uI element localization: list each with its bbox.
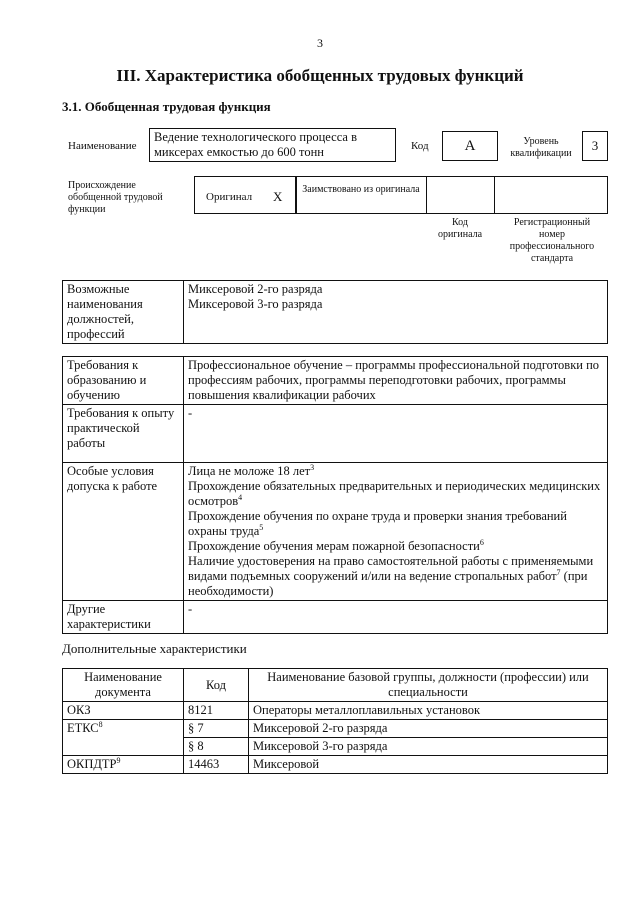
- experience-label: Требования к опыту практической работы: [63, 405, 184, 463]
- education-value: Профессиональное обучение – программы профессиональной подготовки по профессиям рабочих, программы переподготовки рабочих, программы повышения квалификации рабочих: [184, 357, 608, 405]
- reg-caption: Регистрационный номер профессионального стандарта: [509, 217, 595, 264]
- positions-label: Возможные наименования должностей, профессий: [63, 281, 184, 344]
- special-list: [184, 463, 608, 601]
- additional-title: Дополнительные характеристики: [62, 641, 247, 656]
- code-value: А: [442, 131, 498, 161]
- table-row: ОКПДТР$^9$ 14463 Миксеровой: [63, 756, 608, 774]
- other-value: -: [184, 601, 608, 634]
- level-label: Уровень квалификации: [510, 136, 572, 159]
- reg-box: [494, 176, 608, 214]
- col-name-header: Наименование базовой группы, должности (профессии) или специальности: [249, 669, 608, 702]
- original-label: Оригинал: [206, 191, 253, 203]
- subsection-title: 3.1. Обобщенная трудовая функция: [62, 99, 271, 114]
- table-row: § 8 Миксеровой 3-го разряда: [63, 738, 608, 756]
- education-label: Требования к образованию и обучению: [63, 357, 184, 405]
- positions-table: [62, 280, 608, 344]
- level-value: 3: [582, 131, 608, 161]
- table-row: ЕТКС$^8$ § 7 Миксеровой 2-го разряда: [63, 720, 608, 738]
- origin-label: Происхождение обобщенной трудовой функции: [68, 180, 163, 215]
- position-item: Миксеровой 3-го разряда: [188, 297, 323, 311]
- special-item: Прохождение обучения мерам пожарной безопасности$^6$: [188, 537, 484, 553]
- col-doc-header: Наименование документа: [63, 669, 184, 702]
- name-label: Наименование: [68, 140, 137, 152]
- table-row: ОКЗ 8121 Операторы металлоплавильных установок: [63, 702, 608, 720]
- additional-table: [62, 668, 608, 774]
- special-item: Лица не моложе 18 лет$^3$: [188, 462, 315, 478]
- original-mark: X: [273, 189, 283, 204]
- name-value: Ведение технологического процесса в миксерах емкостью до 600 тонн: [149, 128, 396, 162]
- page-number: 3: [317, 36, 323, 50]
- borrowed-label: Заимствовано из оригинала: [302, 184, 420, 195]
- code-label: Код: [411, 140, 429, 152]
- other-label: Другие характеристики: [63, 601, 184, 634]
- section-title: III. Характеристика обобщенных трудовых функций: [116, 66, 524, 85]
- special-item: Наличие удостоверения на право самостоятельной работы с применяемыми видами подъемных сооружений и/или на ведение стропальных работ$^7$ (при необходимости): [188, 554, 594, 598]
- requirements-table: [62, 356, 608, 634]
- experience-value: -: [184, 405, 608, 463]
- code-orig-caption: Код оригинала: [437, 217, 483, 240]
- col-code-header: Код: [184, 669, 249, 702]
- position-item: Миксеровой 2-го разряда: [188, 282, 323, 296]
- code-orig-box: [426, 176, 495, 214]
- special-label: Особые условия допуска к работе: [63, 463, 184, 601]
- special-item: Прохождение обязательных предварительных и периодических медицинских осмотров$^4$: [188, 479, 601, 508]
- special-item: Прохождение обучения по охране труда и проверки знания требований охраны труда$^5$: [188, 509, 567, 538]
